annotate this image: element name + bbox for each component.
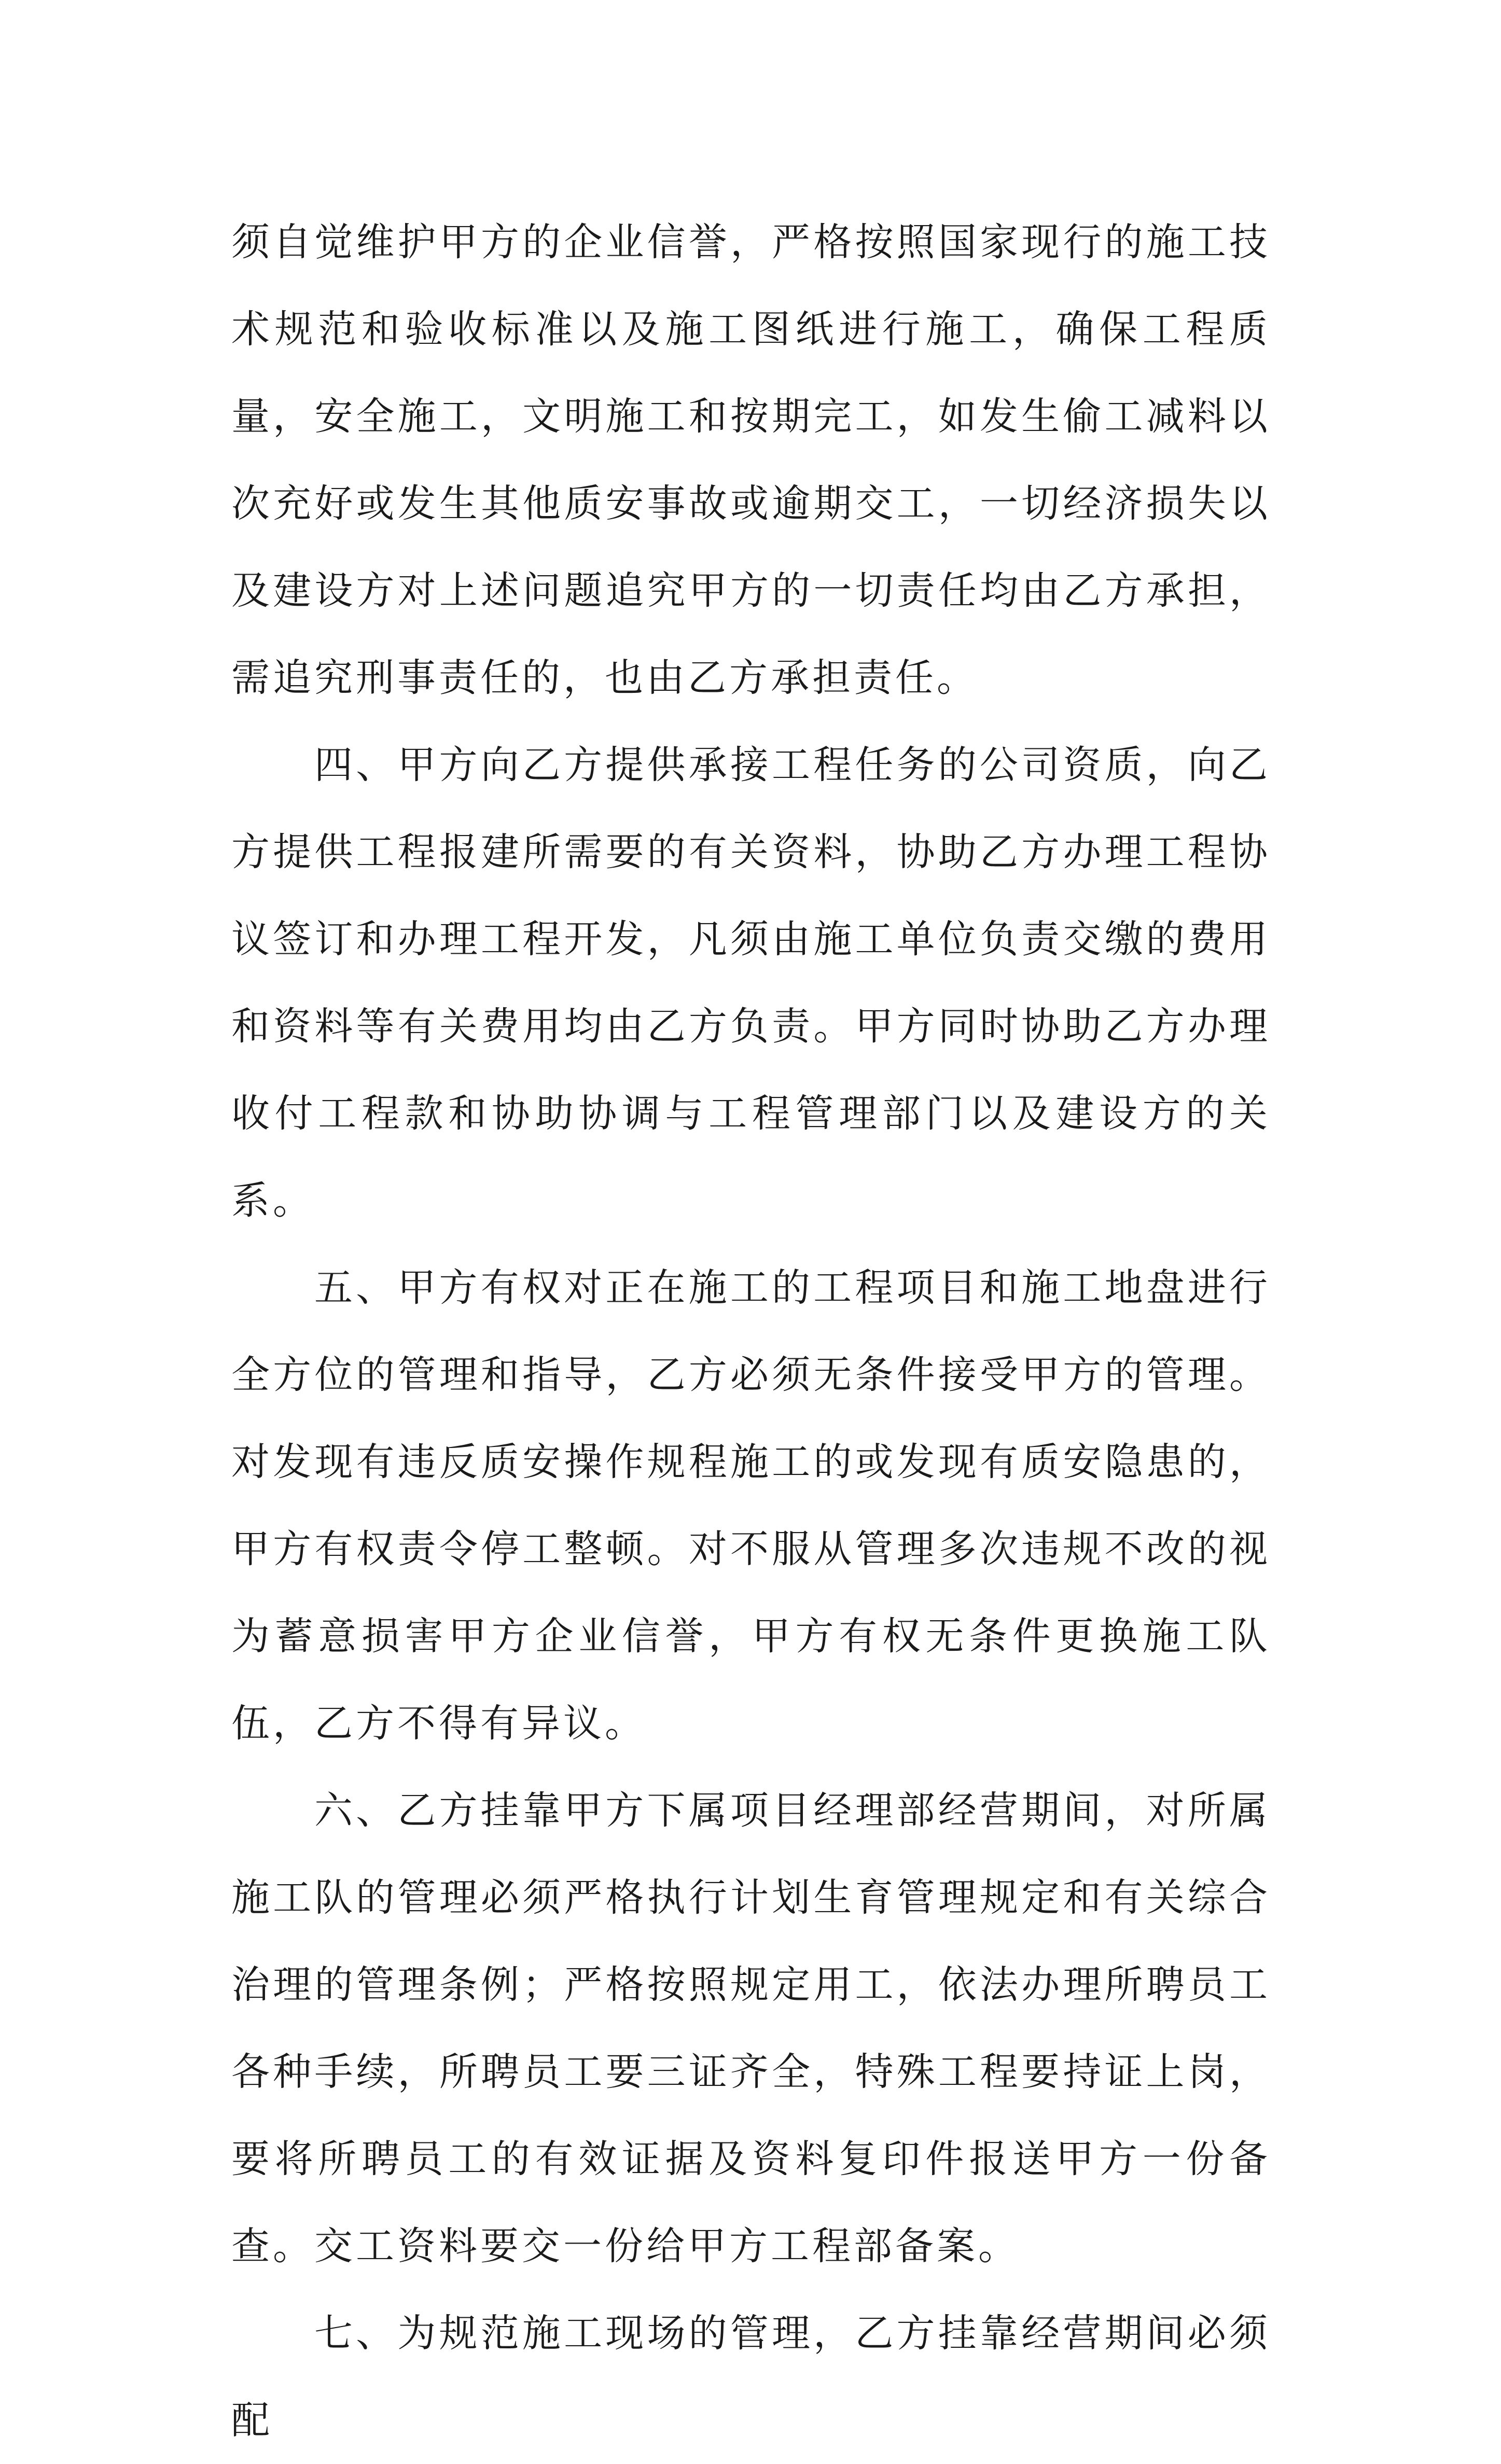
paragraph-clause-4: 四、甲方向乙方提供承接工程任务的公司资质，向乙方提供工程报建所需要的有关资料，协助乙方办理工程协议签订和办理工程开发，凡须由施工单位负责交缴的费用和资料等有关费用均由乙方负责。甲方同时协助乙方办理收付工程款和协助协调与工程管理部门以及建设方的关系。 [231,743,1271,1223]
paragraph-clause-7: 七、为规范施工现场的管理，乙方挂靠经营期间必须配 [231,2311,1271,2443]
document-body [231,199,1271,2464]
paragraph-continuation: 须自觉维护甲方的企业信誉，严格按照国家现行的施工技术规范和验收标准以及施工图纸进行施工，确保工程质量，安全施工，文明施工和按期完工，如发生偷工减料以次充好或发生其他质安事故或逾期交工，一切经济损失以及建设方对上述问题追究甲方的一切责任均由乙方承担，需追究刑事责任的，也由乙方承担责任。 [231,220,1271,700]
paragraph-clause-5: 五、甲方有权对正在施工的工程项目和施工地盘进行全方位的管理和指导，乙方必须无条件接受甲方的管理。对发现有违反质安操作规程施工的或发现有质安隐患的，甲方有权责令停工整顿。对不服从管理多次违规不改的视为蓄意损害甲方企业信誉，甲方有权无条件更换施工队伍，乙方不得有异议。 [231,1265,1271,1746]
paragraph-clause-6: 六、乙方挂靠甲方下属项目经理部经营期间，对所属施工队的管理必须严格执行计划生育管理规定和有关综合治理的管理条例；严格按照规定用工，依法办理所聘员工各种手续，所聘员工要三证齐全，特殊工程要持证上岗，要将所聘员工的有效证据及资料复印件报送甲方一份备查。交工资料要交一份给甲方工程部备案。 [231,1788,1271,2268]
